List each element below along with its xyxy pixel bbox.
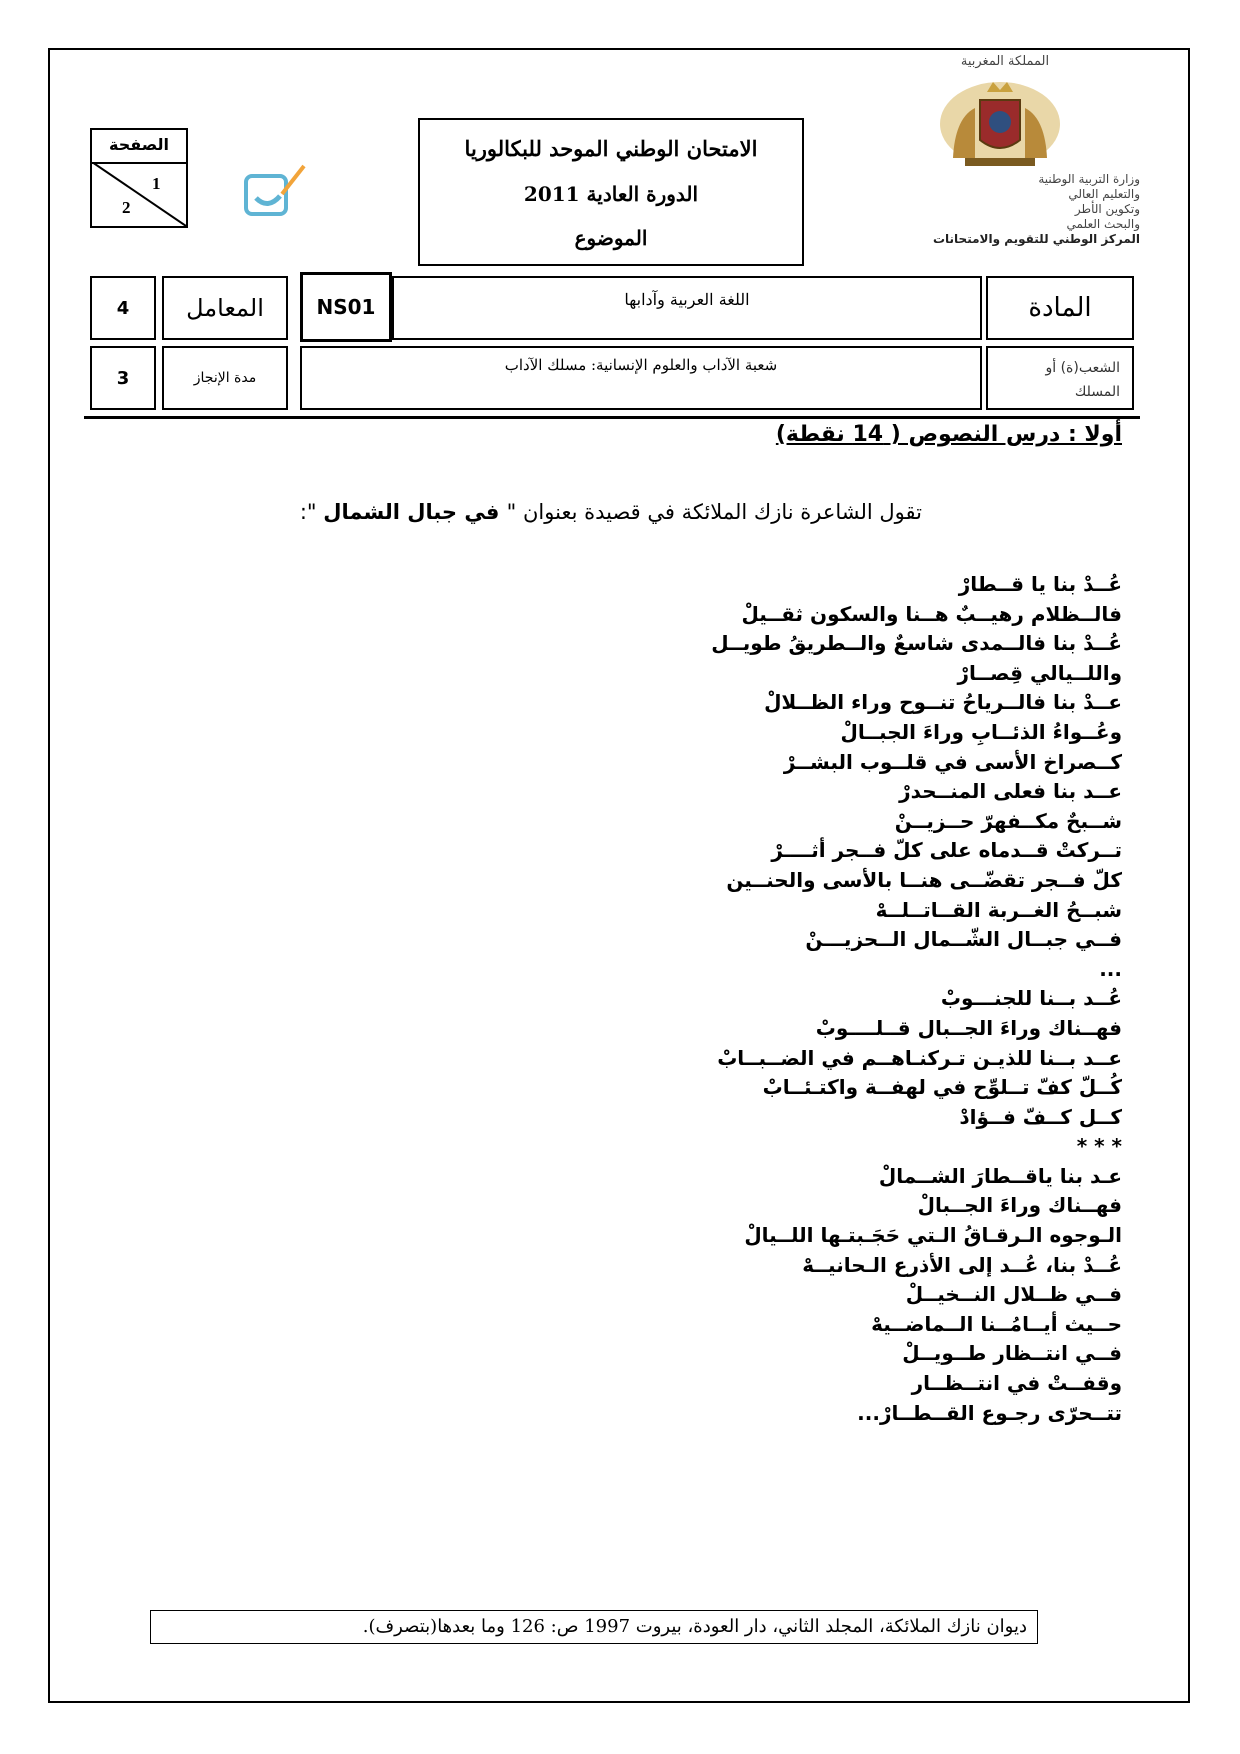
ministry-line: وتكوين الأطر (1074, 202, 1140, 216)
section-title: أولا : درس النصوص ( 14 نقطة) (775, 422, 1122, 447)
subject-label: المادة (986, 276, 1134, 340)
coefficient-value: 4 (90, 276, 156, 340)
branch-label: الشعب(ة) أو المسلك (986, 346, 1134, 410)
duration-value: 3 (90, 346, 156, 410)
page-number-box (90, 128, 188, 228)
poem-line: فــي جبــال الشّــمال الــحزيـــنْ (805, 927, 1122, 952)
exam-session: الدورة العادية 2011 (523, 182, 699, 206)
poem-line: كــل كــفّ فــؤادْ (959, 1104, 1122, 1129)
poem-ellipsis: ... (1099, 956, 1122, 981)
poem-stars: * * * (1076, 1134, 1122, 1159)
poem-line: حــيث أيــامُــنا الــماضــيهْ (871, 1311, 1122, 1336)
poem-line: كلّ فــجر تقضّــى هنــا بالأسى والحنــين (726, 867, 1122, 892)
poem-line: شــبحٌ مكــفهرّ حــزيــنْ (894, 808, 1122, 833)
subject-value: اللغة العربية وآدابها (624, 290, 750, 309)
intro-line (300, 500, 922, 524)
subject-value-cell (392, 276, 982, 340)
poem-line: فالــظلام رهيــبٌ هــنا والسكون ثقــيلْ (741, 601, 1122, 626)
kingdom-label: المملكة المغربية (960, 54, 1050, 69)
poem-line: تــركتْ قــدماه على كلّ فــجر أثــــرْ (771, 838, 1122, 863)
poem (222, 570, 1122, 1428)
coat-of-arms-emblem (935, 78, 1065, 170)
exam-title: الامتحان الوطني الموحد للبكالوريا (464, 136, 758, 161)
poem-line: الـوجوه الـرقـاقُ الـتي حَجَـبتـها اللــيالْ (744, 1223, 1122, 1248)
source-citation: ديوان نازك الملائكة، المجلد الثاني، دار العودة، بيروت 1997 ص: 126 وما بعدها(بتصرف). (362, 1616, 1027, 1637)
intro-prefix: تقول الشاعرة نازك الملائكة في قصيدة بعنوان " (506, 500, 922, 524)
page-current: 1 (152, 174, 161, 193)
poem-line: كُــلّ كفّ تــلوِّح في لهفــة واكتـئــابْ (762, 1075, 1122, 1100)
branch-value: شعبة الآداب والعلوم الإنسانية: مسلك الآداب (504, 356, 778, 374)
poem-line: عُــدْ بنا يا قــطارْ (958, 572, 1122, 596)
poem-line: عــد بنا فعلى المنــحدرْ (899, 779, 1122, 804)
ministry-block (930, 172, 1140, 247)
ministry-line: المركز الوطني للتقويم والامتحانات (932, 232, 1140, 246)
coefficient-label: المعامل (162, 276, 288, 340)
poem-line: عُــد بــنا للجنـــوبْ (940, 986, 1122, 1011)
poem-line: فــي ظــلال النــخيــلْ (905, 1282, 1122, 1307)
exam-subject-label: الموضوع (574, 226, 648, 250)
page-divider-line (92, 162, 186, 226)
poem-line: عــد بــنا للذيـن تـركنـاهــم في الضــبــابْ (717, 1045, 1122, 1070)
poem-line: فهــناك وراءَ الجــبال قــلــــوبْ (815, 1015, 1122, 1040)
ministry-line: والبحث العلمي (1066, 217, 1140, 231)
poem-line: عـد بنا ياقــطارَ الشــمالْ (878, 1163, 1122, 1188)
poem-line: تتــحرّى رجـوع القــطــارْ... (857, 1400, 1122, 1425)
duration-label: مدة الإنجاز (162, 346, 288, 410)
center-logo (242, 162, 314, 222)
subject-code: NS01 (300, 272, 392, 342)
poem-line: كــصراخ الأسى في قلــوب البشــرْ (783, 749, 1122, 774)
poem-line: فــي انتــظار طــويــلْ (902, 1341, 1122, 1366)
poem-line: عُــدْ بنا فالــمدى شاسعٌ والــطريقُ طويــل (711, 631, 1122, 656)
poem-line: فهــناك وراءَ الجــبالْ (917, 1193, 1122, 1218)
exam-title-box (418, 118, 804, 266)
poem-line: عُــدْ بنا، عُــد إلى الأذرع الـحانيــهْ (802, 1252, 1122, 1277)
branch-value-cell (300, 346, 982, 410)
page-total: 2 (122, 198, 131, 217)
intro-suffix: ": (299, 500, 324, 524)
poem-line: شبــحُ الغــربة القــاتــلــهْ (875, 897, 1122, 922)
header-separator (84, 416, 1140, 419)
source-box (150, 1610, 1038, 1644)
ministry-line: والتعليم العالي (1068, 187, 1140, 201)
poem-line: وعُــواءُ الذئــابِ وراءَ الجبــالْ (840, 719, 1122, 744)
ministry-line: وزارة التربية الوطنية (1038, 172, 1140, 186)
poem-line: عــدْ بنا فالــرياحُ تنــوح وراء الظــلالْ (764, 690, 1122, 715)
page-label: الصفحة (92, 130, 186, 164)
poem-line: وقفــتْ في انتــظــار (911, 1371, 1122, 1396)
poem-line: واللــيالي قِصــارْ (957, 660, 1122, 685)
intro-poem-title: في جبال الشمال (323, 500, 507, 524)
